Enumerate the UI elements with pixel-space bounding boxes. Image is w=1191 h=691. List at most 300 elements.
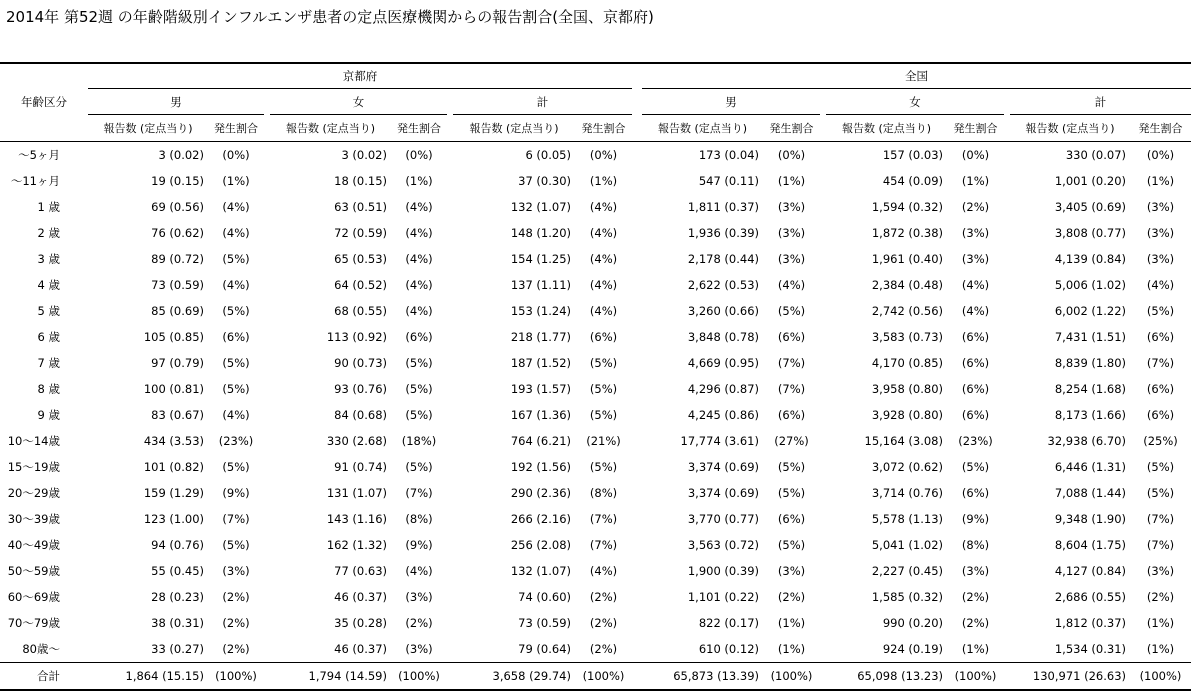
- ratio-cell: (8%): [405, 512, 433, 526]
- ratio-cell: (3%): [1146, 226, 1175, 240]
- col-count-header: 報告数 (定点当り): [1010, 115, 1130, 142]
- report-count-cell: 91 (0.74): [334, 460, 387, 474]
- report-count-cell: 2,384 (0.48): [871, 278, 943, 292]
- report-count-cell: 924 (0.19): [882, 642, 943, 656]
- age-label: 15〜19歳: [7, 460, 60, 474]
- ratio-cell: (6%): [777, 512, 806, 526]
- report-count-cell: 32,938 (6.70): [1047, 434, 1126, 448]
- col-ratio-header: 発生割合: [575, 115, 632, 142]
- col-count-header: 報告数 (定点当り): [642, 115, 763, 142]
- report-count-cell: 3,260 (0.66): [687, 304, 759, 318]
- ratio-cell: (3%): [222, 564, 250, 578]
- report-count-cell: 4,170 (0.85): [871, 356, 943, 370]
- sex-header-row: [0, 89, 1191, 115]
- ratio-cell: (4%): [405, 226, 433, 240]
- table-row: [0, 532, 1191, 558]
- ratio-cell: (5%): [777, 460, 806, 474]
- ratio-cell: (3%): [777, 200, 806, 214]
- report-count-cell: 1,534 (0.31): [1054, 642, 1126, 656]
- report-count-cell: 8,173 (1.66): [1054, 408, 1126, 422]
- ratio-cell: (1%): [589, 174, 618, 188]
- column-header-row: [0, 115, 1191, 142]
- ratio-cell: (4%): [589, 304, 618, 318]
- ratio-cell: (1%): [961, 174, 990, 188]
- ratio-cell: (25%): [1143, 434, 1178, 448]
- report-count-cell: 132 (1.07): [510, 564, 571, 578]
- ratio-cell: (3%): [1146, 252, 1175, 266]
- report-count-cell: 159 (1.29): [143, 486, 204, 500]
- table-row: [0, 454, 1191, 480]
- ratio-cell: (4%): [222, 278, 250, 292]
- age-label: 6 歳: [37, 330, 60, 344]
- ratio-cell: (4%): [589, 278, 618, 292]
- ratio-cell: (0%): [405, 148, 433, 162]
- ratio-cell: (7%): [777, 382, 806, 396]
- report-count-cell: 218 (1.77): [510, 330, 571, 344]
- report-count-cell: 17,774 (3.61): [680, 434, 759, 448]
- report-count-cell: 173 (0.04): [698, 148, 759, 162]
- report-count-cell: 132 (1.07): [510, 200, 571, 214]
- report-count-cell: 3,405 (0.69): [1054, 200, 1126, 214]
- ratio-cell: (1%): [1146, 642, 1175, 656]
- ratio-cell: (0%): [1146, 148, 1175, 162]
- ratio-cell: (4%): [777, 278, 806, 292]
- ratio-cell: (2%): [222, 642, 250, 656]
- report-count-cell: 3,563 (0.72): [687, 538, 759, 552]
- ratio-cell: (1%): [405, 174, 433, 188]
- age-label: 4 歳: [37, 278, 60, 292]
- report-count-cell: 131 (1.07): [326, 486, 387, 500]
- table-row: [0, 636, 1191, 663]
- ratio-cell: (6%): [777, 330, 806, 344]
- report-count-cell: 72 (0.59): [334, 226, 387, 240]
- table-row: [0, 142, 1191, 169]
- col-count-header: 報告数 (定点当り): [88, 115, 208, 142]
- report-count-cell: 153 (1.24): [510, 304, 571, 318]
- ratio-cell: (5%): [1146, 304, 1175, 318]
- ratio-cell: (4%): [405, 564, 433, 578]
- table-row: [0, 298, 1191, 324]
- report-count-cell: 3,714 (0.76): [871, 486, 943, 500]
- ratio-cell: (5%): [222, 460, 250, 474]
- report-count-cell: 1,961 (0.40): [871, 252, 943, 266]
- ratio-cell: (5%): [777, 304, 806, 318]
- report-count-cell: 4,245 (0.86): [687, 408, 759, 422]
- ratio-cell: (2%): [405, 616, 433, 630]
- ratio-cell: (100%): [1130, 663, 1191, 691]
- table-row: [0, 376, 1191, 402]
- report-count-cell: 3,658 (29.74): [453, 663, 575, 691]
- ratio-cell: (6%): [961, 382, 990, 396]
- report-count-cell: 35 (0.28): [334, 616, 387, 630]
- ratio-cell: (3%): [777, 252, 806, 266]
- age-label: 合計: [0, 663, 88, 691]
- kyoto-female-header: 女: [270, 89, 447, 115]
- ratio-cell: (5%): [589, 382, 618, 396]
- report-count-cell: 157 (0.03): [882, 148, 943, 162]
- ratio-cell: (4%): [405, 304, 433, 318]
- ratio-cell: (2%): [1146, 590, 1175, 604]
- ratio-cell: (23%): [218, 434, 254, 448]
- report-count-cell: 547 (0.11): [698, 174, 759, 188]
- ratio-cell: (3%): [777, 226, 806, 240]
- ratio-cell: (7%): [1146, 538, 1175, 552]
- report-count-cell: 94 (0.76): [151, 538, 204, 552]
- ratio-cell: (4%): [405, 278, 433, 292]
- ratio-cell: (5%): [405, 408, 433, 422]
- ratio-cell: (5%): [589, 408, 618, 422]
- report-count-cell: 1,101 (0.22): [687, 590, 759, 604]
- report-count-cell: 100 (0.81): [143, 382, 204, 396]
- national-female-header: 女: [826, 89, 1004, 115]
- ratio-cell: (2%): [589, 616, 618, 630]
- ratio-cell: (7%): [777, 356, 806, 370]
- age-label: 50〜59歳: [7, 564, 60, 578]
- report-count-cell: 3 (0.02): [341, 148, 387, 162]
- report-count-cell: 105 (0.85): [143, 330, 204, 344]
- kyoto-total-header: 計: [453, 89, 632, 115]
- region-header-row: [0, 63, 1191, 89]
- table-row: [0, 168, 1191, 194]
- report-count-cell: 8,604 (1.75): [1054, 538, 1126, 552]
- ratio-cell: (2%): [222, 616, 250, 630]
- report-count-cell: 1,001 (0.20): [1054, 174, 1126, 188]
- national-male-header: 男: [642, 89, 820, 115]
- report-count-cell: 68 (0.55): [334, 304, 387, 318]
- report-count-cell: 154 (1.25): [510, 252, 571, 266]
- ratio-cell: (7%): [1146, 356, 1175, 370]
- ratio-cell: (3%): [1146, 200, 1175, 214]
- ratio-cell: (3%): [1146, 564, 1175, 578]
- report-count-cell: 454 (0.09): [882, 174, 943, 188]
- ratio-cell: (6%): [961, 486, 990, 500]
- report-count-cell: 101 (0.82): [143, 460, 204, 474]
- report-count-cell: 123 (1.00): [143, 512, 204, 526]
- report-count-cell: 143 (1.16): [326, 512, 387, 526]
- report-count-cell: 187 (1.52): [510, 356, 571, 370]
- report-count-cell: 6 (0.05): [525, 148, 571, 162]
- report-count-cell: 3,958 (0.80): [871, 382, 943, 396]
- age-label: 〜5ヶ月: [18, 148, 60, 162]
- age-header-blank: [0, 63, 88, 89]
- report-count-cell: 8,839 (1.80): [1054, 356, 1126, 370]
- report-count-cell: 1,812 (0.37): [1054, 616, 1126, 630]
- report-count-cell: 193 (1.57): [510, 382, 571, 396]
- ratio-cell: (1%): [1146, 174, 1175, 188]
- report-count-cell: 290 (2.36): [510, 486, 571, 500]
- report-count-cell: 63 (0.51): [334, 200, 387, 214]
- ratio-cell: (1%): [1146, 616, 1175, 630]
- table-row: [0, 272, 1191, 298]
- age-label: 10〜14歳: [7, 434, 60, 448]
- report-count-cell: 73 (0.59): [151, 278, 204, 292]
- ratio-cell: (5%): [222, 356, 250, 370]
- report-count-cell: 1,872 (0.38): [871, 226, 943, 240]
- region-national: 全国: [642, 63, 1191, 89]
- table-row: [0, 350, 1191, 376]
- report-count-cell: 3,374 (0.69): [687, 486, 759, 500]
- influenza-report-table: [0, 62, 1191, 691]
- report-count-cell: 6,002 (1.22): [1054, 304, 1126, 318]
- table-row: [0, 610, 1191, 636]
- ratio-cell: (5%): [777, 486, 806, 500]
- age-label: 2 歳: [37, 226, 60, 240]
- ratio-cell: (2%): [589, 590, 618, 604]
- ratio-cell: (4%): [589, 252, 618, 266]
- report-count-cell: 3,374 (0.69): [687, 460, 759, 474]
- ratio-cell: (7%): [589, 512, 618, 526]
- ratio-cell: (23%): [958, 434, 993, 448]
- report-count-cell: 3,808 (0.77): [1054, 226, 1126, 240]
- ratio-cell: (7%): [1146, 512, 1175, 526]
- table-row: [0, 558, 1191, 584]
- ratio-cell: (5%): [405, 356, 433, 370]
- ratio-cell: (6%): [1146, 408, 1175, 422]
- report-count-cell: 148 (1.20): [510, 226, 571, 240]
- report-count-cell: 6,446 (1.31): [1054, 460, 1126, 474]
- table-row: [0, 428, 1191, 454]
- ratio-cell: (4%): [405, 200, 433, 214]
- age-label: 〜11ヶ月: [10, 174, 60, 188]
- ratio-cell: (4%): [961, 278, 990, 292]
- report-count-cell: 3 (0.02): [158, 148, 204, 162]
- ratio-cell: (4%): [222, 408, 250, 422]
- report-count-cell: 192 (1.56): [510, 460, 571, 474]
- region-gap: [632, 63, 642, 89]
- report-count-cell: 83 (0.67): [151, 408, 204, 422]
- report-count-cell: 69 (0.56): [151, 200, 204, 214]
- report-count-cell: 9,348 (1.90): [1054, 512, 1126, 526]
- report-count-cell: 2,742 (0.56): [871, 304, 943, 318]
- report-count-cell: 4,669 (0.95): [687, 356, 759, 370]
- ratio-cell: (4%): [1146, 278, 1175, 292]
- ratio-cell: (1%): [222, 174, 250, 188]
- report-count-cell: 1,811 (0.37): [687, 200, 759, 214]
- ratio-cell: (6%): [777, 408, 806, 422]
- report-count-cell: 65,098 (13.23): [826, 663, 947, 691]
- ratio-cell: (5%): [222, 304, 250, 318]
- age-label: 40〜49歳: [7, 538, 60, 552]
- page-title: 2014年 第52週 の年齢階級別インフルエンザ患者の定点医療機関からの報告割合(全国、京都府): [6, 8, 654, 26]
- report-count-cell: 4,296 (0.87): [687, 382, 759, 396]
- ratio-cell: (7%): [405, 486, 433, 500]
- ratio-cell: (6%): [961, 408, 990, 422]
- col-ratio-header: 発生割合: [391, 115, 447, 142]
- col-count-header: 報告数 (定点当り): [270, 115, 391, 142]
- kyoto-male-header: 男: [88, 89, 264, 115]
- report-count-cell: 64 (0.52): [334, 278, 387, 292]
- report-count-cell: 73 (0.59): [518, 616, 571, 630]
- ratio-cell: (2%): [589, 642, 618, 656]
- age-header: 年齢区分: [21, 94, 67, 109]
- report-count-cell: 93 (0.76): [334, 382, 387, 396]
- report-count-cell: 65,873 (13.39): [642, 663, 763, 691]
- ratio-cell: (5%): [405, 460, 433, 474]
- ratio-cell: (3%): [777, 564, 806, 578]
- age-label: 7 歳: [37, 356, 60, 370]
- ratio-cell: (8%): [961, 538, 990, 552]
- report-count-cell: 46 (0.37): [334, 590, 387, 604]
- col-count-header: 報告数 (定点当り): [826, 115, 947, 142]
- age-label: 9 歳: [37, 408, 60, 422]
- report-count-cell: 15,164 (3.08): [864, 434, 943, 448]
- ratio-cell: (5%): [222, 538, 250, 552]
- table-row: [0, 402, 1191, 428]
- ratio-cell: (21%): [586, 434, 621, 448]
- table-row: [0, 480, 1191, 506]
- report-count-cell: 3,072 (0.62): [871, 460, 943, 474]
- report-count-cell: 1,585 (0.32): [871, 590, 943, 604]
- ratio-cell: (4%): [589, 200, 618, 214]
- ratio-cell: (4%): [222, 200, 250, 214]
- ratio-cell: (6%): [961, 356, 990, 370]
- report-count-cell: 162 (1.32): [326, 538, 387, 552]
- report-count-cell: 434 (3.53): [143, 434, 204, 448]
- report-count-cell: 1,936 (0.39): [687, 226, 759, 240]
- report-count-cell: 3,770 (0.77): [687, 512, 759, 526]
- report-count-cell: 2,622 (0.53): [687, 278, 759, 292]
- ratio-cell: (1%): [777, 174, 806, 188]
- ratio-cell: (5%): [589, 460, 618, 474]
- report-count-cell: 97 (0.79): [151, 356, 204, 370]
- region-kyoto: 京都府: [88, 63, 632, 89]
- report-count-cell: 28 (0.23): [151, 590, 204, 604]
- report-count-cell: 3,848 (0.78): [687, 330, 759, 344]
- age-label: 30〜39歳: [7, 512, 60, 526]
- report-count-cell: 55 (0.45): [151, 564, 204, 578]
- ratio-cell: (1%): [777, 616, 806, 630]
- report-count-cell: 2,227 (0.45): [871, 564, 943, 578]
- ratio-cell: (6%): [1146, 330, 1175, 344]
- ratio-cell: (5%): [777, 538, 806, 552]
- report-count-cell: 130,971 (26.63): [1010, 663, 1130, 691]
- ratio-cell: (6%): [1146, 382, 1175, 396]
- report-count-cell: 137 (1.11): [510, 278, 571, 292]
- age-label: 8 歳: [37, 382, 60, 396]
- ratio-cell: (27%): [774, 434, 809, 448]
- table-row: [0, 506, 1191, 532]
- ratio-cell: (6%): [589, 330, 618, 344]
- report-count-cell: 8,254 (1.68): [1054, 382, 1126, 396]
- report-count-cell: 4,139 (0.84): [1054, 252, 1126, 266]
- report-count-cell: 85 (0.69): [151, 304, 204, 318]
- report-count-cell: 610 (0.12): [698, 642, 759, 656]
- age-label: 80歳〜: [22, 642, 60, 656]
- ratio-cell: (2%): [961, 590, 990, 604]
- ratio-cell: (18%): [401, 434, 437, 448]
- report-count-cell: 79 (0.64): [518, 642, 571, 656]
- ratio-cell: (2%): [777, 590, 806, 604]
- table-row: [0, 246, 1191, 272]
- age-label: 3 歳: [37, 252, 60, 266]
- ratio-cell: (2%): [961, 616, 990, 630]
- report-count-cell: 5,578 (1.13): [871, 512, 943, 526]
- ratio-cell: (2%): [222, 590, 250, 604]
- ratio-cell: (5%): [961, 460, 990, 474]
- ratio-cell: (100%): [575, 663, 632, 691]
- ratio-cell: (4%): [589, 226, 618, 240]
- national-total-header: 計: [1010, 89, 1191, 115]
- report-count-cell: 65 (0.53): [334, 252, 387, 266]
- report-count-cell: 113 (0.92): [326, 330, 387, 344]
- table-row: [0, 584, 1191, 610]
- ratio-cell: (4%): [222, 226, 250, 240]
- ratio-cell: (100%): [208, 663, 264, 691]
- report-count-cell: 1,794 (14.59): [270, 663, 391, 691]
- report-count-cell: 330 (0.07): [1065, 148, 1126, 162]
- age-label: 20〜29歳: [7, 486, 60, 500]
- report-count-cell: 89 (0.72): [151, 252, 204, 266]
- report-count-cell: 7,431 (1.51): [1054, 330, 1126, 344]
- ratio-cell: (6%): [961, 330, 990, 344]
- ratio-cell: (6%): [405, 330, 433, 344]
- report-count-cell: 330 (2.68): [326, 434, 387, 448]
- report-count-cell: 76 (0.62): [151, 226, 204, 240]
- report-count-cell: 5,006 (1.02): [1054, 278, 1126, 292]
- ratio-cell: (5%): [222, 382, 250, 396]
- ratio-cell: (2%): [961, 200, 990, 214]
- report-count-cell: 822 (0.17): [698, 616, 759, 630]
- col-ratio-header: 発生割合: [208, 115, 264, 142]
- ratio-cell: (0%): [222, 148, 250, 162]
- ratio-cell: (3%): [961, 252, 990, 266]
- report-count-cell: 1,900 (0.39): [687, 564, 759, 578]
- report-count-cell: 18 (0.15): [334, 174, 387, 188]
- table-row: [0, 220, 1191, 246]
- report-count-cell: 764 (6.21): [510, 434, 571, 448]
- col-ratio-header: 発生割合: [763, 115, 820, 142]
- report-count-cell: 3,928 (0.80): [871, 408, 943, 422]
- report-count-cell: 19 (0.15): [151, 174, 204, 188]
- report-count-cell: 167 (1.36): [510, 408, 571, 422]
- ratio-cell: (1%): [777, 642, 806, 656]
- ratio-cell: (4%): [589, 564, 618, 578]
- col-ratio-header: 発生割合: [1130, 115, 1191, 142]
- ratio-cell: (0%): [777, 148, 806, 162]
- ratio-cell: (0%): [961, 148, 990, 162]
- ratio-cell: (8%): [589, 486, 618, 500]
- report-count-cell: 37 (0.30): [518, 174, 571, 188]
- report-count-cell: 46 (0.37): [334, 642, 387, 656]
- report-count-cell: 7,088 (1.44): [1054, 486, 1126, 500]
- age-label: 1 歳: [37, 200, 60, 214]
- ratio-cell: (9%): [405, 538, 433, 552]
- table-row: [0, 324, 1191, 350]
- report-count-cell: 90 (0.73): [334, 356, 387, 370]
- report-count-cell: 77 (0.63): [334, 564, 387, 578]
- ratio-cell: (3%): [961, 226, 990, 240]
- report-count-cell: 990 (0.20): [882, 616, 943, 630]
- ratio-cell: (3%): [405, 642, 433, 656]
- report-count-cell: 38 (0.31): [151, 616, 204, 630]
- ratio-cell: (5%): [222, 252, 250, 266]
- col-count-header: 報告数 (定点当り): [453, 115, 575, 142]
- col-ratio-header: 発生割合: [947, 115, 1004, 142]
- ratio-cell: (4%): [961, 304, 990, 318]
- ratio-cell: (5%): [1146, 460, 1175, 474]
- ratio-cell: (100%): [391, 663, 447, 691]
- report-count-cell: 33 (0.27): [151, 642, 204, 656]
- report-count-cell: 5,041 (1.02): [871, 538, 943, 552]
- ratio-cell: (5%): [1146, 486, 1175, 500]
- ratio-cell: (1%): [961, 642, 990, 656]
- total-row: [0, 663, 1191, 691]
- age-label: 70〜79歳: [7, 616, 60, 630]
- report-count-cell: 1,864 (15.15): [88, 663, 208, 691]
- age-label: 60〜69歳: [7, 590, 60, 604]
- ratio-cell: (0%): [589, 148, 618, 162]
- report-count-cell: 1,594 (0.32): [871, 200, 943, 214]
